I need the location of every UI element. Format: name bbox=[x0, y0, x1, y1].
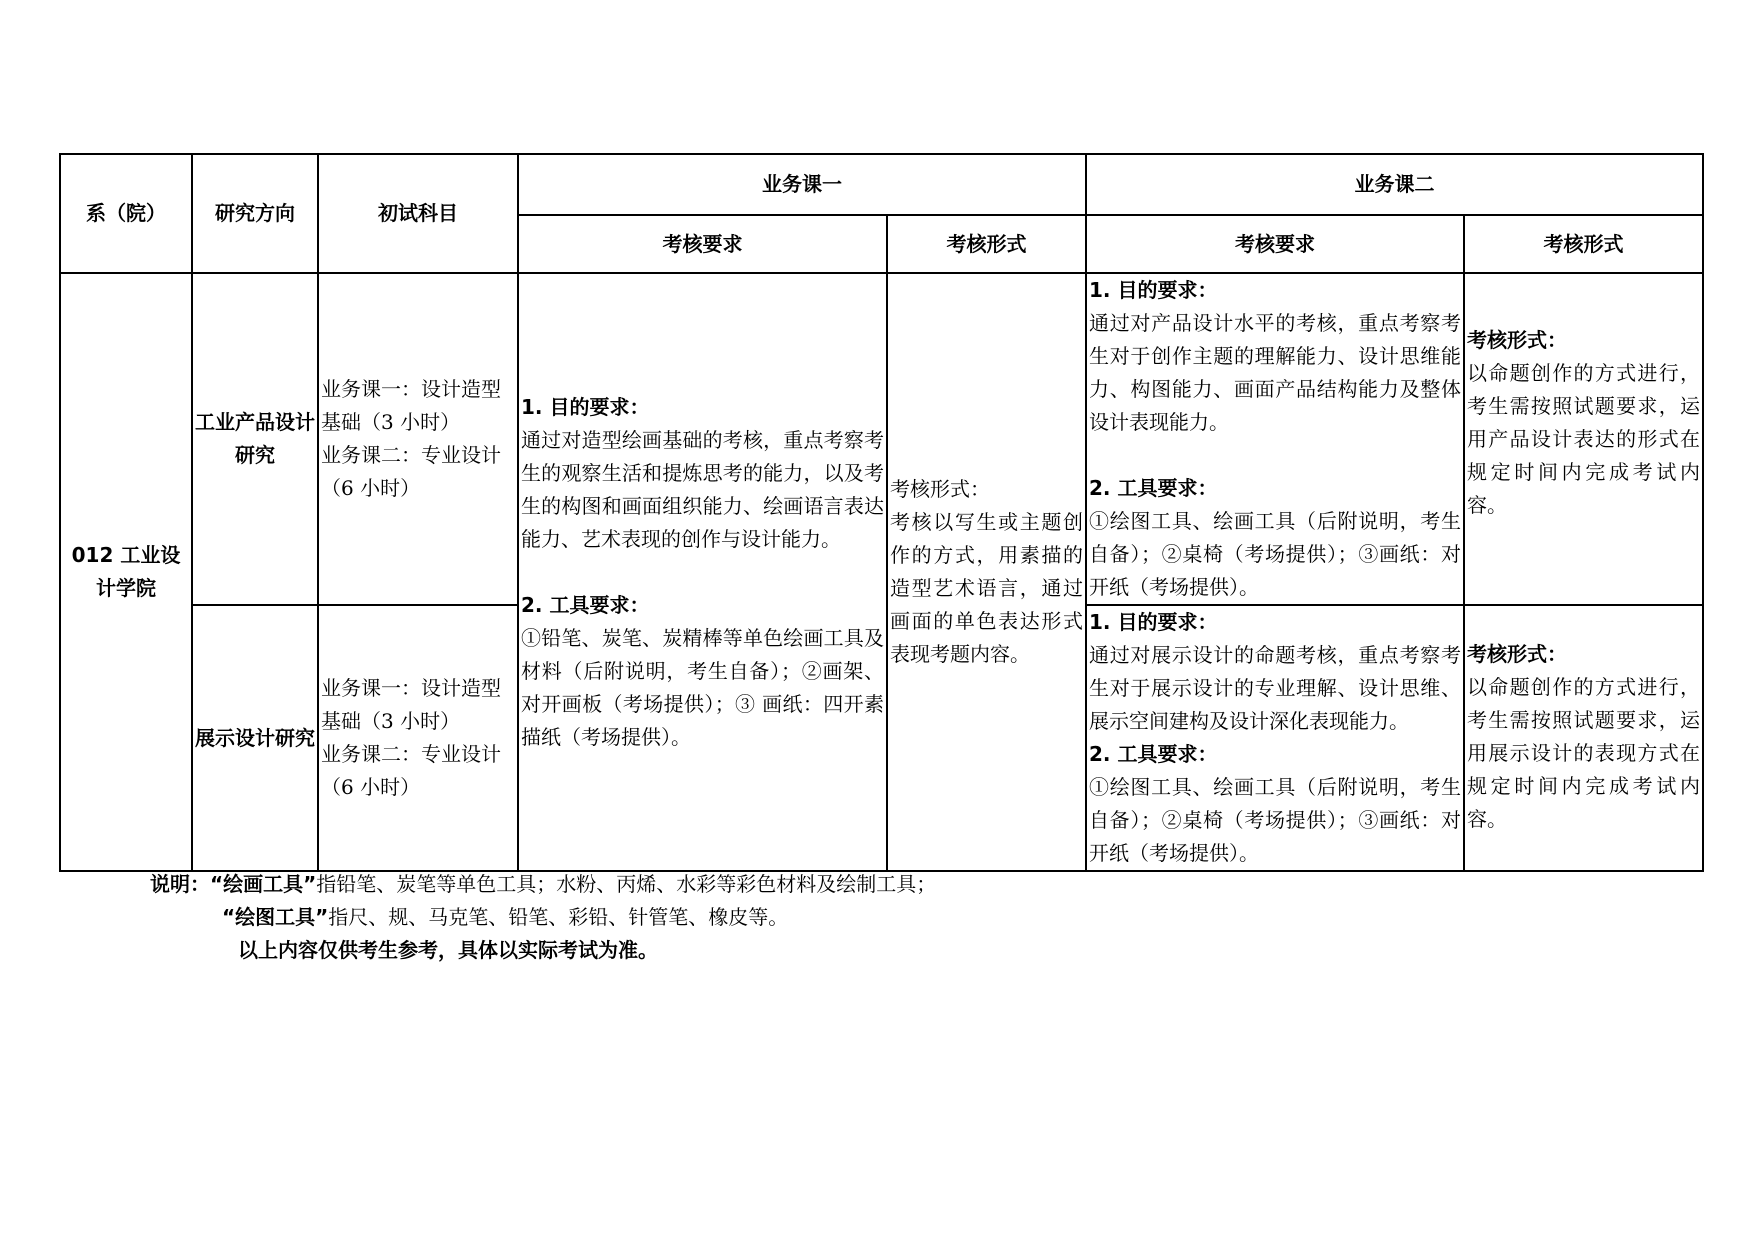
course2-requirement-industrial-product bbox=[1086, 273, 1464, 605]
course1-form-text: 考核以写生或主题创作的方式，用素描的造型艺术语言，通过画面的单色表达形式表现考题内容。 bbox=[890, 510, 1083, 666]
notes-label: 说明： bbox=[150, 872, 210, 896]
subjects-industrial-product bbox=[318, 273, 518, 605]
course1-requirement bbox=[518, 273, 887, 871]
course2-req-title1: 1. 目的要求： bbox=[1089, 278, 1218, 302]
course1-req-title2: 2. 工具要求： bbox=[521, 592, 650, 617]
course2-req-text2: ①绘图工具、绘画工具（后附说明，考生自备）；②桌椅（考场提供）；③画纸：对开纸（考场提供）。 bbox=[1089, 775, 1461, 865]
course1-req-title1: 1. 目的要求： bbox=[521, 394, 650, 419]
course2-req-title1: 1. 目的要求： bbox=[1089, 610, 1218, 634]
note-drafting-tools bbox=[150, 901, 936, 934]
course1-form bbox=[887, 273, 1086, 871]
course1-req-text2: ①铅笔、炭笔、炭精棒等单色绘画工具及材料（后附说明，考生自备）；②画架、对开画板（考场提供）；③ 画纸：四开素描纸（考场提供）。 bbox=[521, 625, 884, 749]
direction-industrial-product: 工业产品设计研究 bbox=[192, 273, 318, 605]
note-drawing-tools bbox=[150, 868, 936, 901]
direction-exhibition: 展示设计研究 bbox=[192, 605, 318, 871]
course1-req-text1: 通过对造型绘画基础的考核，重点考察考生的观察生活和提炼思考的能力，以及考生的构图和画面组织能力、绘画语言表达能力、艺术表现的创作与设计能力。 bbox=[521, 427, 884, 551]
header-course2-form: 考核形式 bbox=[1464, 215, 1703, 273]
course2-form-text: 以命题创作的方式进行，考生需按照试题要求，运用产品设计表达的形式在规定时间内完成考试内容。 bbox=[1467, 361, 1700, 517]
note-term-1: “绘画工具” bbox=[210, 872, 317, 896]
header-course2: 业务课二 bbox=[1086, 154, 1703, 215]
course2-req-title2: 2. 工具要求： bbox=[1089, 742, 1218, 766]
course2-form-exhibition bbox=[1464, 605, 1703, 871]
header-course1: 业务课一 bbox=[518, 154, 1086, 215]
course2-form-text: 以命题创作的方式进行，考生需按照试题要求，运用展示设计的表现方式在规定时间内完成考试内容。 bbox=[1467, 675, 1700, 831]
note-text-1: 指铅笔、炭笔等单色工具；水粉、丙烯、水彩等彩色材料及绘制工具； bbox=[316, 872, 937, 896]
subject-line: 业务课一：设计造型基础（3 小时） bbox=[321, 676, 501, 733]
course2-form-title: 考核形式： bbox=[1467, 328, 1567, 352]
header-course1-form: 考核形式 bbox=[887, 215, 1086, 273]
header-course1-requirement: 考核要求 bbox=[518, 215, 887, 273]
header-subjects: 初试科目 bbox=[318, 154, 518, 273]
header-direction: 研究方向 bbox=[192, 154, 318, 273]
header-department: 系（院） bbox=[60, 154, 192, 273]
notes-section bbox=[150, 868, 936, 967]
subject-line: 业务课二：专业设计（6 小时） bbox=[321, 742, 501, 799]
course2-form-title: 考核形式： bbox=[1467, 642, 1567, 666]
course2-req-title2: 2. 工具要求： bbox=[1089, 476, 1218, 500]
subject-line: 业务课二：专业设计（6 小时） bbox=[321, 443, 501, 500]
exam-requirements-table bbox=[59, 153, 1704, 872]
course1-form-title: 考核形式： bbox=[890, 477, 990, 501]
course2-requirement-exhibition bbox=[1086, 605, 1464, 871]
note-disclaimer: 以上内容仅供考生参考，具体以实际考试为准。 bbox=[238, 938, 658, 962]
course2-req-text1: 通过对产品设计水平的考核，重点考察考生对于创作主题的理解能力、设计思维能力、构图能力、画面产品结构能力及整体设计表现能力。 bbox=[1089, 311, 1461, 434]
course2-form-industrial-product bbox=[1464, 273, 1703, 605]
note-term-2: “绘图工具” bbox=[222, 905, 329, 929]
subject-line: 业务课一：设计造型基础（3 小时） bbox=[321, 377, 501, 434]
subjects-exhibition bbox=[318, 605, 518, 871]
course2-req-text1: 通过对展示设计的命题考核，重点考察考生对于展示设计的专业理解、设计思维、展示空间建构及设计深化表现能力。 bbox=[1089, 643, 1461, 733]
department-cell: 012 工业设计学院 bbox=[60, 273, 192, 871]
course2-req-text2: ①绘图工具、绘画工具（后附说明，考生自备）；②桌椅（考场提供）；③画纸：对开纸（考场提供）。 bbox=[1089, 509, 1461, 599]
header-course2-requirement: 考核要求 bbox=[1086, 215, 1464, 273]
note-text-2: 指尺、规、马克笔、铅笔、彩铅、针管笔、橡皮等。 bbox=[328, 905, 789, 929]
